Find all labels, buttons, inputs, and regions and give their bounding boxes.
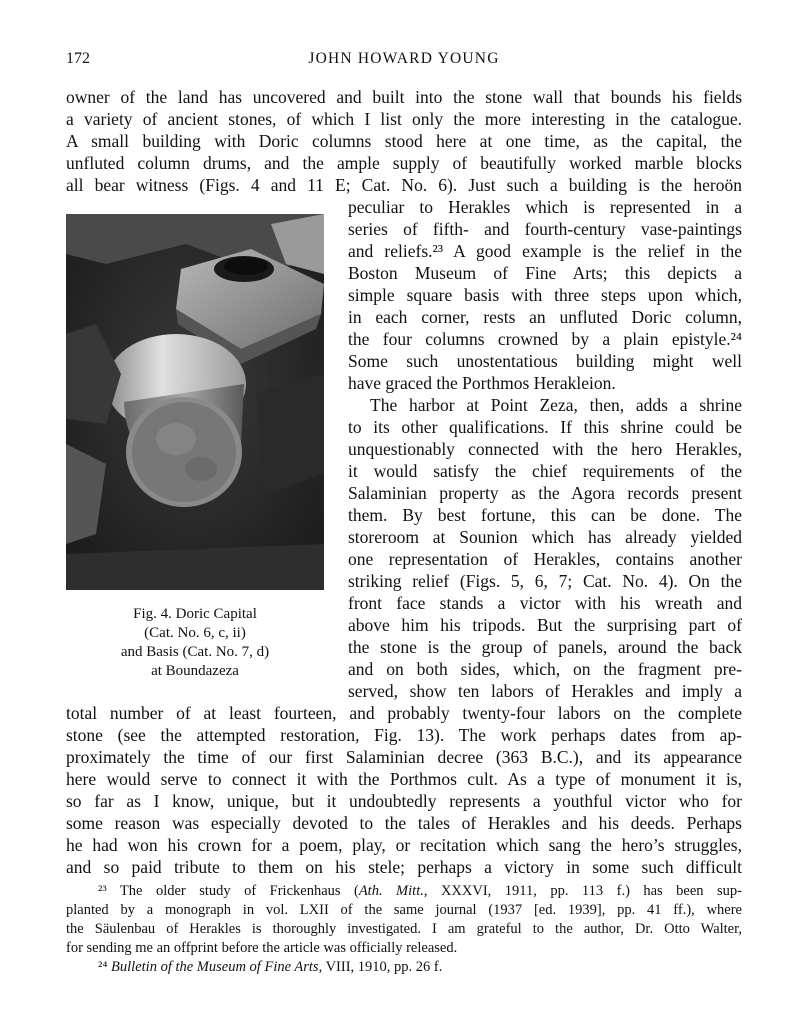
body-line: in each corner, rests an unfluted Doric column, xyxy=(348,307,742,327)
figure-photo-doric-capital xyxy=(66,214,324,590)
body-line: Salaminian property as the Agora records present xyxy=(348,483,742,503)
body-line: have graced the Porthmos Herakleion. xyxy=(348,373,616,393)
body-line: so far as I know, unique, but it undoubtedly represents a youthful victor who for xyxy=(66,791,742,811)
journal-title: Ath. Mitt. xyxy=(358,883,424,899)
body-line: a variety of ancient stones, of which I list only the more interesting in the catalogue. xyxy=(66,109,742,129)
body-line: striking relief (Figs. 5, 6, 7; Cat. No. 4). On the xyxy=(348,571,742,591)
body-line: Some such unostentatious building might well xyxy=(348,351,742,371)
footnote-number: ²⁴ xyxy=(98,959,108,975)
footnote-line: planted by a monograph in vol. LXII of the same journal (1937 [ed. 1939], pp. 41 ff.), where xyxy=(66,902,742,918)
body-line: to its other qualifications. If this shrine could be xyxy=(348,417,742,437)
body-line: The harbor at Point Zeza, then, adds a shrine xyxy=(370,395,742,415)
body-line: A small building with Doric columns stood here at one time, as the capital, the xyxy=(66,131,742,151)
body-line: and on both sides, which, on the fragment pre- xyxy=(348,659,742,679)
footnote-line: for sending me an offprint before the article was officially released. xyxy=(66,940,458,956)
body-line: them. By best fortune, this can be done. The xyxy=(348,505,742,525)
photo-illustration xyxy=(66,214,324,590)
body-line: served, show ten labors of Herakles and imply a xyxy=(348,681,742,701)
body-line: total number of at least fourteen, and probably twenty-four labors on the complete xyxy=(66,703,742,723)
body-line: simple square basis with three steps upon which, xyxy=(348,285,742,305)
footnote-text: , XXXVI, 1911, pp. 113 f.) has been sup- xyxy=(423,883,742,899)
body-line: some reason was especially devoted to the tales of Herakles and his deeds. Perhaps xyxy=(66,813,742,833)
body-line: unquestionably connected with the hero Herakles, xyxy=(348,439,742,459)
figure-caption-line: (Cat. No. 6, c, ii) xyxy=(144,625,246,641)
body-line: unfluted column drums, and the ample supply of beautifully worked marble blocks xyxy=(66,153,742,173)
figure-caption-line: Fig. 4. Doric Capital xyxy=(133,606,257,622)
era-abbrev: B.C. xyxy=(540,747,573,767)
body-line: here would serve to connect it with the Porthmos cult. As a type of monument it is, xyxy=(66,769,742,789)
body-line: and so paid tribute to them on his stele; perhaps a victory in some such difficult xyxy=(66,857,742,877)
page-header xyxy=(66,50,742,72)
running-head: JOHN HOWARD YOUNG xyxy=(308,50,500,67)
journal-title: Bulletin of the Museum of Fine Arts xyxy=(111,959,319,975)
body-line: the stone is the group of panels, around the back xyxy=(348,637,742,657)
footnote-24 xyxy=(98,958,742,977)
body-line: the four columns crowned by a plain epistyle.²⁴ xyxy=(348,329,742,349)
body-line: stone (see the attempted restoration, Fig. 13). The work perhaps dates from ap- xyxy=(66,725,742,745)
body-line xyxy=(66,746,742,768)
figure-caption-line: at Boundazeza xyxy=(151,663,239,679)
body-line: series of fifth- and fourth-century vase-paintings xyxy=(348,219,742,239)
footnote-text: , VIII, 1910, pp. 26 f. xyxy=(318,959,443,975)
body-line: front face stands a victor with his wreath and xyxy=(348,593,742,613)
body-line: and reliefs.²³ A good example is the relief in the xyxy=(348,241,742,261)
body-line: Boston Museum of Fine Arts; this depicts a xyxy=(348,263,742,283)
body-line: above him his tripods. But the surprising part of xyxy=(348,615,742,635)
body-line: all bear witness (Figs. 4 and 11 E; Cat. No. 6). Just such a building is the heroön xyxy=(66,175,742,195)
footnote-23 xyxy=(98,882,742,901)
figure-caption-line: and Basis (Cat. No. 7, d) xyxy=(120,644,270,660)
body-line-part: ), and its appearance xyxy=(572,747,743,767)
body-line-part: proximately the time of our first Salaminian decree (363 xyxy=(66,747,528,767)
footnote-line: the Säulenbau of Herakles is thoroughly investigated. I am grateful to the author, Dr. Otto Walter, xyxy=(66,921,742,937)
body-line: it would satisfy the chief requirements of the xyxy=(348,461,742,481)
body-line: one representation of Herakles, contains another xyxy=(348,549,742,569)
body-line: he had won his crown for a poem, play, or recitation which sang the hero’s struggles, xyxy=(66,835,742,855)
body-line: peculiar to Herakles which is represented in a xyxy=(348,197,742,217)
body-line: owner of the land has uncovered and built into the stone wall that bounds his fields xyxy=(66,87,742,107)
body-line: storeroom at Sounion which has already yielded xyxy=(348,527,742,547)
footnote-number: ²³ xyxy=(98,883,107,899)
footnote-text: The older study of Frickenhaus ( xyxy=(119,883,359,899)
page-number: 172 xyxy=(66,50,90,67)
